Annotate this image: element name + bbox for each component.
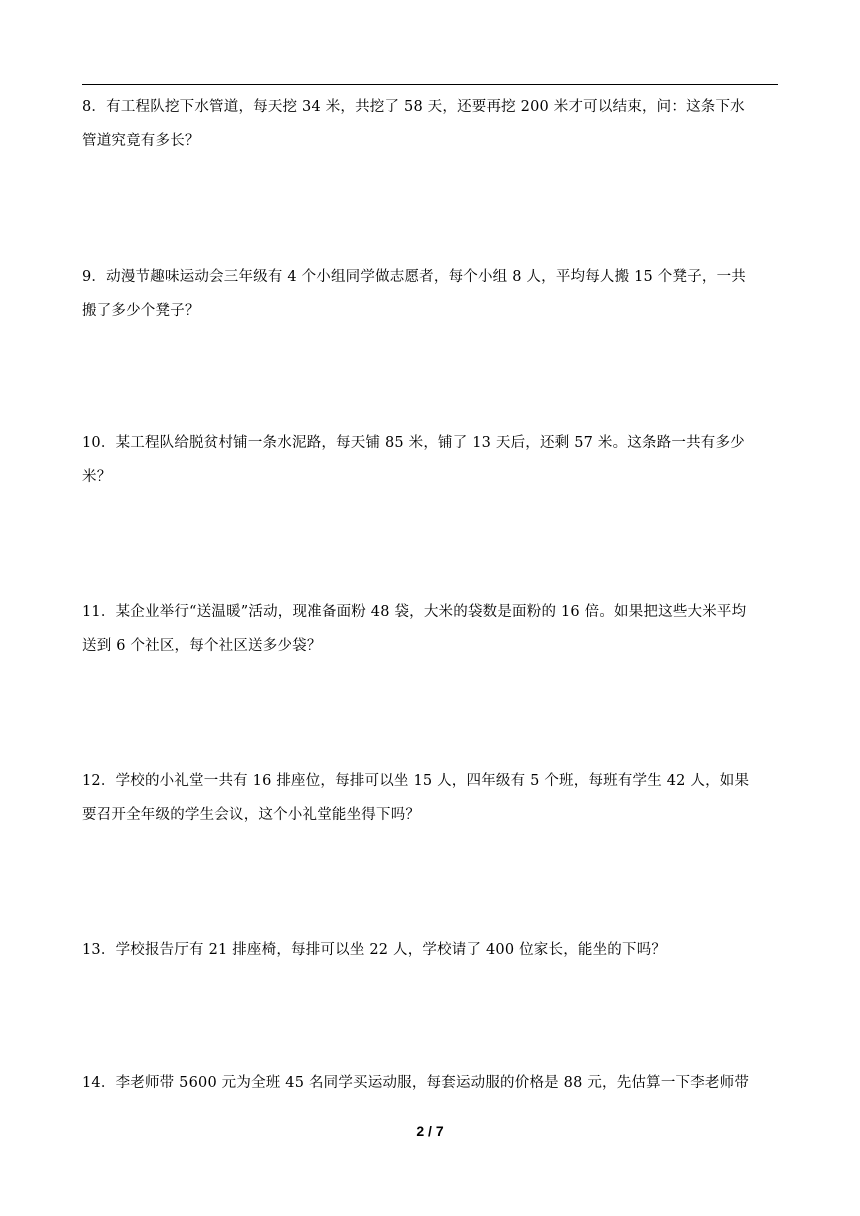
question-text: 搬了多少个凳子？ xyxy=(82,303,200,319)
question-text: 李老师带 5600 元为全班 45 名同学买运动服，每套运动服的价格是 88 元，先估算一下李老师带 xyxy=(115,1075,750,1091)
question-line xyxy=(82,426,782,460)
header-rule xyxy=(82,84,778,85)
question-14 xyxy=(82,1066,782,1100)
question-text: 要召开全年级的学生会议，这个小礼堂能坐得下吗？ xyxy=(82,807,421,823)
question-number: 11． xyxy=(82,604,116,620)
question-text: 有工程队挖下水管道，每天挖 34 米，共挖了 58 天，还要再挖 200 米才可以结束，问：这条下水 xyxy=(106,99,745,115)
question-line xyxy=(82,260,782,294)
question-line xyxy=(82,1066,782,1100)
question-line xyxy=(82,798,782,832)
question-text: 某工程队给脱贫村铺一条水泥路，每天铺 85 米，铺了 13 天后，还剩 57 米。这条路一共有多少 xyxy=(115,435,745,451)
question-line xyxy=(82,294,782,328)
question-number: 12． xyxy=(82,773,116,789)
question-number: 8． xyxy=(82,99,107,115)
question-12 xyxy=(82,764,782,832)
question-number: 9． xyxy=(82,269,107,285)
question-10 xyxy=(82,426,782,494)
question-text: 某企业举行“送温暖”活动，现准备面粉 48 袋，大米的袋数是面粉的 16 倍。如果把这些大米平均 xyxy=(115,604,747,620)
question-line xyxy=(82,629,782,663)
question-line xyxy=(82,933,782,967)
question-8 xyxy=(82,90,782,158)
question-text: 学校报告厅有 21 排座椅，每排可以坐 22 人，学校请了 400 位家长，能坐的下吗？ xyxy=(115,942,667,958)
question-13 xyxy=(82,933,782,967)
question-11 xyxy=(82,595,782,663)
question-line xyxy=(82,764,782,798)
question-text: 管道究竟有多长？ xyxy=(82,133,200,149)
question-number: 13． xyxy=(82,942,116,958)
question-line xyxy=(82,595,782,629)
question-line xyxy=(82,124,782,158)
question-line xyxy=(82,90,782,124)
question-text: 送到 6 个社区，每个社区送多少袋？ xyxy=(82,638,322,654)
question-number: 14． xyxy=(82,1075,116,1091)
page-indicator: 2 / 7 xyxy=(416,1123,444,1139)
question-text: 动漫节趣味运动会三年级有 4 个小组同学做志愿者，每个小组 8 人，平均每人搬 15 个凳子，一共 xyxy=(106,269,746,285)
question-9 xyxy=(82,260,782,328)
question-text: 米？ xyxy=(82,469,112,485)
question-text: 学校的小礼堂一共有 16 排座位，每排可以坐 15 人，四年级有 5 个班，每班有学生 42 人，如果 xyxy=(115,773,750,789)
question-number: 10． xyxy=(82,435,116,451)
question-line xyxy=(82,460,782,494)
